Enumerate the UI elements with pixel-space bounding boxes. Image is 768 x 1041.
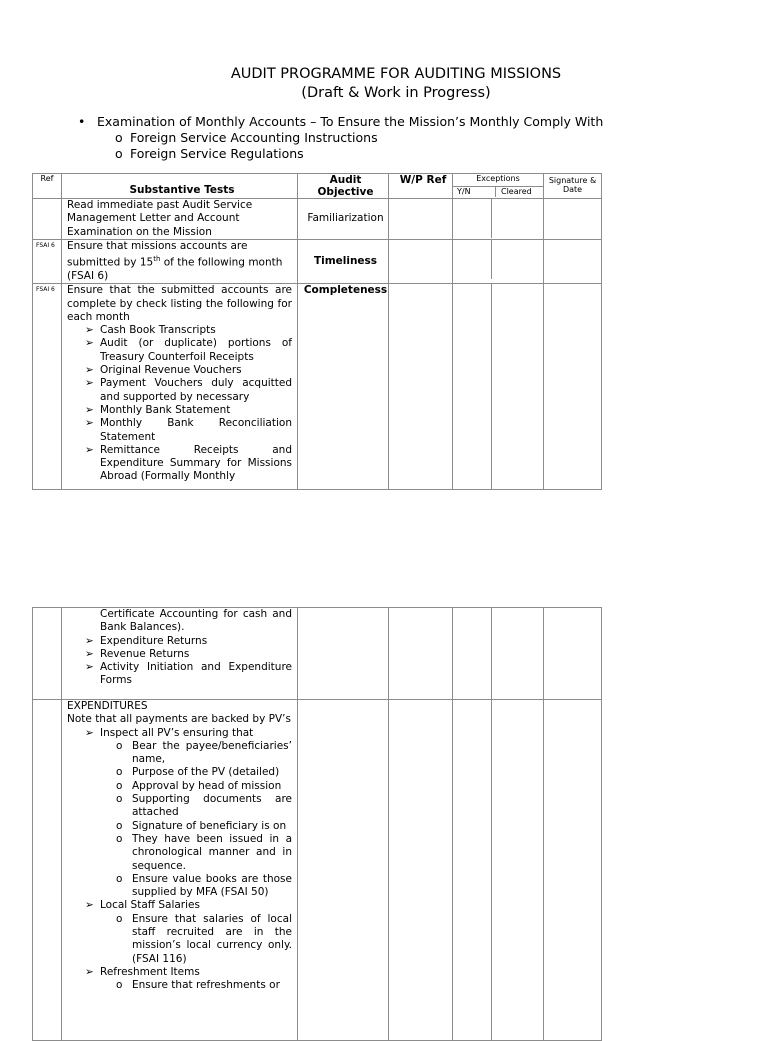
row-test: Ensure that missions accounts are submitted by 15th of the following month (FSAI 6) [62, 239, 298, 283]
list-item: ➢ Local Staff Salaries [85, 899, 200, 912]
table-header-row [33, 174, 602, 199]
audit-table-continued [32, 607, 602, 1041]
header-wp-ref: W/P Ref [389, 174, 453, 199]
list-item: ➢ Activity Initiation and Expenditure Forms [85, 661, 292, 687]
expenditures-heading: EXPENDITURES [67, 700, 148, 712]
circle-bullet-icon: o [115, 130, 123, 145]
circle-bullet-icon: o [116, 912, 123, 925]
arrowhead-bullet-icon: ➢ [85, 377, 94, 390]
row-ref: FSAI 6 [33, 284, 62, 490]
table-row [33, 700, 602, 1041]
table-row [33, 608, 602, 700]
list-item: ➢ Refreshment Items [85, 965, 200, 978]
list-item: ➢ Monthly Bank Reconciliation Statement [85, 417, 292, 443]
sub-list-item: o Signature of beneficiary is on [116, 819, 287, 832]
sub-bullet-item [78, 130, 603, 146]
arrowhead-bullet-icon: ➢ [85, 647, 94, 660]
circle-bullet-icon: o [116, 793, 123, 806]
sub-bullet-item [78, 146, 603, 162]
list-item: ➢ Expenditure Returns [85, 634, 208, 647]
sub-list-item: o Ensure value books are those supplied by MFA (FSAI 50) [116, 872, 292, 899]
list-item: ➢ Payment Vouchers duly acquitted and supported by necessary [85, 377, 292, 403]
sub-list-item: o Supporting documents are attached [116, 793, 292, 819]
table-row [33, 199, 602, 240]
header-objective: Audit Objective [298, 174, 389, 199]
circle-bullet-icon: o [116, 832, 123, 845]
bullet-item [78, 114, 603, 130]
header-exceptions [453, 174, 544, 199]
circle-bullet-icon: o [116, 819, 123, 832]
list-item: ➢ Audit (or duplicate) portions of Treasury Counterfoil Receipts [85, 337, 292, 363]
list-item: ➢ Monthly Bank Statement [85, 403, 231, 416]
header-cleared: Cleared [501, 187, 532, 196]
bullet-icon: • [78, 114, 86, 129]
sub-list-item: o Bear the payee/beneficiaries’ name, [116, 739, 292, 766]
sub-bullet-text: Foreign Service Accounting Instructions [130, 130, 378, 145]
row-objective: Familiarization [298, 199, 389, 240]
list-item: ➢ Remittance Receipts and Expenditure Summary for Missions Abroad (Formally Monthly [85, 443, 292, 483]
circle-bullet-icon: o [115, 146, 123, 161]
row-objective: Completeness [298, 284, 389, 490]
list-item: ➢ Cash Book Transcripts [85, 324, 216, 337]
document-title: AUDIT PROGRAMME FOR AUDITING MISSIONS [230, 66, 562, 82]
row-test: Ensure that the submitted accounts are complete by check listing the following for each month ➢ Cash Book Transcripts ➢ Audit (or duplicate) portions of Treasury Counterfoil Receipts ➢ Original Revenue Vouchers ➢ Payment Vouchers duly acquitted and supported by necessary ➢ Monthly Bank Statement ➢ Monthly Bank Reconciliation Statement ➢ Remittance Receipts and Expenditure Summary for Missions Abroad (Formally Monthly [62, 284, 298, 490]
header-yn: Y/N [453, 187, 496, 197]
list-item: ➢ Inspect all PV’s ensuring that [85, 726, 254, 739]
header-tests: Substantive Tests [62, 174, 298, 199]
sub-list-item: o They have been issued in a chronological manner and in sequence. [116, 832, 292, 872]
arrowhead-bullet-icon: ➢ [85, 403, 94, 416]
arrowhead-bullet-icon: ➢ [85, 337, 94, 350]
table-row [33, 239, 602, 283]
objective-bullets [78, 114, 603, 162]
sub-list-item: o Purpose of the PV (detailed) [116, 766, 280, 779]
exceptions-label: Exceptions [453, 174, 543, 187]
circle-bullet-icon: o [116, 872, 123, 885]
circle-bullet-icon: o [116, 779, 123, 792]
header-ref: Ref [33, 174, 62, 199]
list-item: ➢ Original Revenue Vouchers [85, 364, 242, 377]
arrowhead-bullet-icon: ➢ [85, 324, 94, 337]
arrowhead-bullet-icon: ➢ [85, 443, 94, 456]
list-item: ➢ Revenue Returns [85, 647, 190, 660]
document-subtitle: (Draft & Work in Progress) [301, 85, 491, 101]
arrowhead-bullet-icon: ➢ [85, 899, 94, 912]
row-test: Certificate Accounting for cash and Bank Balances). ➢ Expenditure Returns ➢ Revenue Returns ➢ Activity Initiation and Expenditure Forms [62, 608, 298, 700]
header-signature: Signature & Date [544, 174, 602, 199]
row-objective: Timeliness [298, 239, 389, 283]
row-ref: FSAI 6 [33, 239, 62, 283]
sub-list-item: o Approval by head of mission [116, 779, 282, 792]
arrowhead-bullet-icon: ➢ [85, 965, 94, 978]
sub-list-item: o Ensure that refreshments or [116, 979, 280, 992]
sub-list-item: o Ensure that salaries of local staff recruited are in the mission’s local currency only. (FSAI 116) [116, 912, 292, 965]
arrowhead-bullet-icon: ➢ [85, 661, 94, 674]
arrowhead-bullet-icon: ➢ [85, 417, 94, 430]
table-row [33, 284, 602, 490]
arrowhead-bullet-icon: ➢ [85, 364, 94, 377]
arrowhead-bullet-icon: ➢ [85, 726, 94, 739]
row-test: EXPENDITURES Note that all payments are backed by PV’s ➢ Inspect all PV’s ensuring that o Bear the payee/beneficiaries’ name, o Purpose of the PV (detailed) o Approval by head of mission o Supporting documents are attached o Signature of beneficiary is on o They have been issued in a chronological manner and in sequence. o Ensure value books are those supplied by MFA (FSAI 50) ➢ Local Staff Salaries o Ensure that salaries of local staff recruited are in the mission’s local currency only. (FSAI 116) ➢ Refreshment Items o Ensure that refreshments or [62, 700, 298, 1041]
sub-bullet-text: Foreign Service Regulations [130, 146, 304, 161]
circle-bullet-icon: o [116, 766, 123, 779]
row-ref [33, 199, 62, 240]
bullet-text: Examination of Monthly Accounts – To Ensure the Mission’s Monthly Comply With [97, 114, 604, 129]
row-test: Read immediate past Audit Service Management Letter and Account Examination on the Mission [62, 199, 298, 240]
circle-bullet-icon: o [116, 979, 123, 992]
circle-bullet-icon: o [116, 739, 123, 752]
arrowhead-bullet-icon: ➢ [85, 634, 94, 647]
audit-table [32, 173, 602, 490]
